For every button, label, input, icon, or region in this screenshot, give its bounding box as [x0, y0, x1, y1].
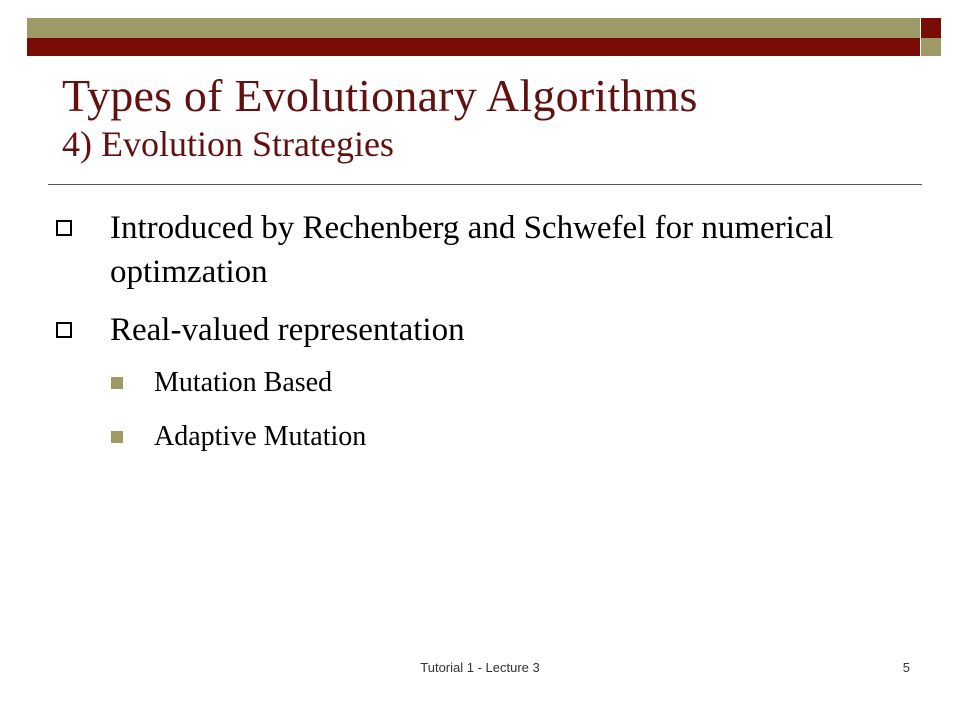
header-bar-maroon — [27, 38, 920, 56]
page-number: 5 — [902, 660, 910, 675]
bullet-item — [54, 206, 914, 294]
sub-bullet-text: Adaptive Mutation — [154, 421, 367, 452]
header-square-maroon — [921, 18, 941, 38]
slide-title-block — [62, 72, 922, 164]
hollow-square-bullet-icon — [56, 220, 72, 236]
header-square-olive — [921, 38, 941, 56]
bullet-text: Introduced by Rechenberg and Schwefel for numerical optimzation — [110, 210, 834, 290]
slide-footer: Tutorial 1 - Lecture 3 — [420, 660, 540, 675]
sub-bullet-item — [54, 366, 914, 400]
filled-square-bullet-icon — [111, 377, 123, 389]
slide-title: Types of Evolutionary Algorithms — [62, 70, 698, 121]
slide-body — [54, 206, 914, 474]
sub-bullet-text: Mutation Based — [154, 367, 333, 398]
bullet-text: Real-valued representation — [110, 312, 465, 348]
sub-bullet-item — [54, 420, 914, 454]
bullet-item — [54, 308, 914, 352]
filled-square-bullet-icon — [111, 431, 123, 443]
title-divider — [48, 184, 922, 185]
slide-subtitle: 4) Evolution Strategies — [62, 124, 394, 164]
hollow-square-bullet-icon — [56, 322, 72, 338]
header-bar-olive — [27, 18, 920, 38]
